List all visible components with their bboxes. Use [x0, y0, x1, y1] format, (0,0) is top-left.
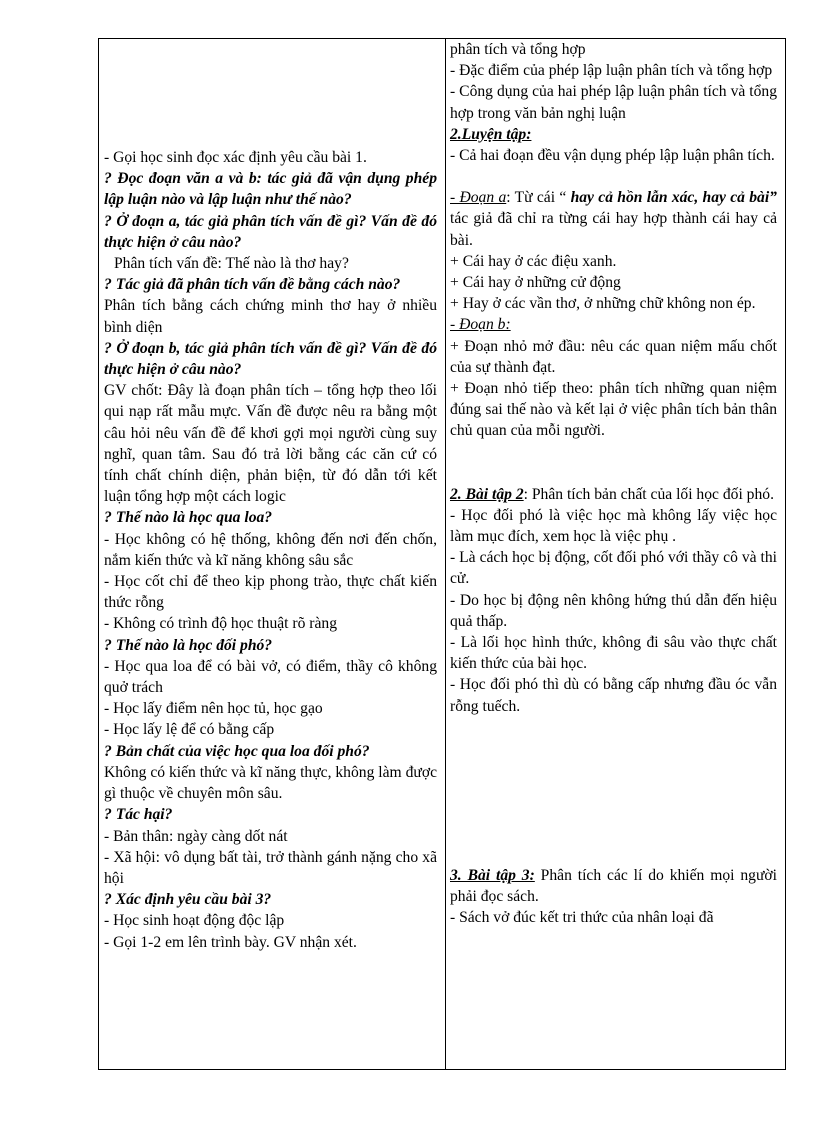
content-text: : Từ cái “ [506, 189, 571, 207]
content-text: - Học đối phó là việc học mà không lấy việc học làm mục đích, xem học là việc phụ . [450, 506, 777, 546]
question-text: ? Xác định yêu cầu bài 3? [104, 891, 272, 909]
content-text: + Đoạn nhỏ tiếp theo: phân tích những quan niệm đúng sai thế nào và kết lại ở việc phân tích bản thân chủ quan của mỗi người. [450, 380, 777, 440]
question-text: ? Tác giả đã phân tích vấn đề bằng cách nào? [104, 276, 401, 294]
content-column [450, 39, 777, 929]
answer-text: - Học cốt chỉ để theo kịp phong trào, thực chất kiến thức rỗng [104, 573, 437, 612]
content-text: + Cái hay ở các điệu xanh. [450, 252, 617, 270]
section-heading: 2.Luyện tập: [450, 125, 532, 143]
content-text: + Đoạn nhỏ mở đầu: nêu các quan niệm mấu chốt của sự thành đạt. [450, 337, 777, 376]
answer-text: - Học lấy lệ để có bằng cấp [104, 721, 275, 739]
question-text: ? Ở đoạn b, tác giả phân tích vấn đề gì? Vấn đề đó thực hiện ở câu nào? [104, 339, 437, 379]
answer-text: - Không có trình độ học thuật rõ ràng [104, 615, 337, 633]
answer-text: GV chốt: Đây là đoạn phân tích – tổng hợp theo lối qui nạp rất mẫu mực. Vấn đề được nêu ra bằng một câu hỏi nêu vấn đề để khơi gợi mọi người cùng suy nghĩ, quan tâm. Sau đó trả lời bằng các căn cứ có tính chất chính diện, phản biện, từ đó dẫn tới kết luận tổng hợp một cách logic [104, 382, 437, 506]
content-text: - Là cách học bị động, cốt đối phó với thầy cô và thi cử. [450, 549, 777, 588]
exercise-3-heading [450, 865, 777, 907]
paragraph-b-label: - Đoạn b: [450, 316, 511, 334]
answer-text: - Học lấy điểm nên học tủ, học gạo [104, 700, 323, 718]
answer-text: - Gọi 1-2 em lên trình bày. GV nhận xét. [104, 933, 357, 951]
teacher-activity-column [104, 39, 437, 953]
content-text: Phân tích các lí do khiến mọi người phải đọc sách. [450, 866, 777, 906]
lesson-table [98, 38, 786, 1070]
question-text: ? Tác hại? [104, 806, 173, 824]
content-text: phân tích và tổng hợp [450, 41, 586, 58]
answer-text: - Xã hội: vô dụng bất tài, trở thành gánh nặng cho xã hội [104, 848, 437, 887]
question-text: ? Đọc đoạn văn a và b: tác giả đã vận dụng phép lập luận nào và lập luận như thế nào? [104, 170, 437, 209]
content-text: - Đặc điểm của phép lập luận phân tích và tổng hợp [450, 62, 773, 80]
content-text: - Công dụng của hai phép lập luận phân tích và tổng hợp trong văn bản nghị luận [450, 83, 777, 122]
answer-text: Không có kiến thức và kĩ năng thực, không làm được gì thuộc về chuyên môn sâu. [104, 763, 437, 803]
content-text: - Sách vở đúc kết tri thức của nhân loại đã [450, 909, 714, 927]
answer-text: - Học sinh hoạt động độc lập [104, 912, 285, 930]
question-text: ? Bản chất của việc học qua loa đối phó? [104, 742, 370, 760]
question-text: ? Thế nào là học đối phó? [104, 636, 273, 654]
answer-text: Phân tích bằng cách chứng minh thơ hay ở nhiều bình diện [104, 297, 437, 336]
content-text: - Do học bị động nên không hứng thú dẫn đến hiệu quả thấp. [450, 591, 777, 630]
content-text: tác giả đã chỉ ra từng cái hay hợp thành cái hay cả bài. [450, 210, 777, 249]
content-text: : Phân tích bản chất của lối học đối phó. [523, 485, 774, 503]
exercise-2-label: 2. Bài tập 2 [450, 485, 524, 503]
quote-text: hay cả hồn lẫn xác, hay cả bài” [570, 189, 777, 207]
question-text: ? Ở đoạn a, tác giả phân tích vấn đề gì? Vấn đề đó thực hiện ở câu nào? [104, 212, 437, 251]
answer-text: - Học qua loa để có bài vở, có điểm, thầy cô không quở trách [104, 657, 437, 697]
column-divider [445, 39, 446, 1069]
content-text: - Học đối phó thì dù có bằng cấp nhưng đầu óc vẫn rỗng tuếch. [450, 676, 777, 715]
answer-text: - Học không có hệ thống, không đến nơi đến chốn, nắm kiến thức và kĩ năng không sâu sắc [104, 530, 437, 569]
content-text: + Cái hay ở những cử động [450, 274, 621, 292]
answer-text: - Bản thân: ngày càng dốt nát [104, 827, 288, 845]
paragraph-a-label: - Đoạn a [450, 189, 507, 207]
content-text: - Cả hai đoạn đều vận dụng phép lập luận phân tích. [450, 147, 775, 165]
paragraph-a-analysis [450, 187, 777, 251]
answer-text: Phân tích vấn đề: Thế nào là thơ hay? [114, 255, 349, 273]
content-text: - Là lối học hình thức, không đi sâu vào thực chất kiến thức của bài học. [450, 634, 777, 673]
exercise-2-heading [450, 484, 777, 505]
instruction-text: - Gọi học sinh đọc xác định yêu cầu bài 1. [104, 149, 367, 166]
content-text: + Hay ở các vần thơ, ở những chữ không non ép. [450, 295, 756, 313]
question-text: ? Thế nào là học qua loa? [104, 509, 273, 527]
exercise-3-label: 3. Bài tập 3: [450, 866, 535, 884]
